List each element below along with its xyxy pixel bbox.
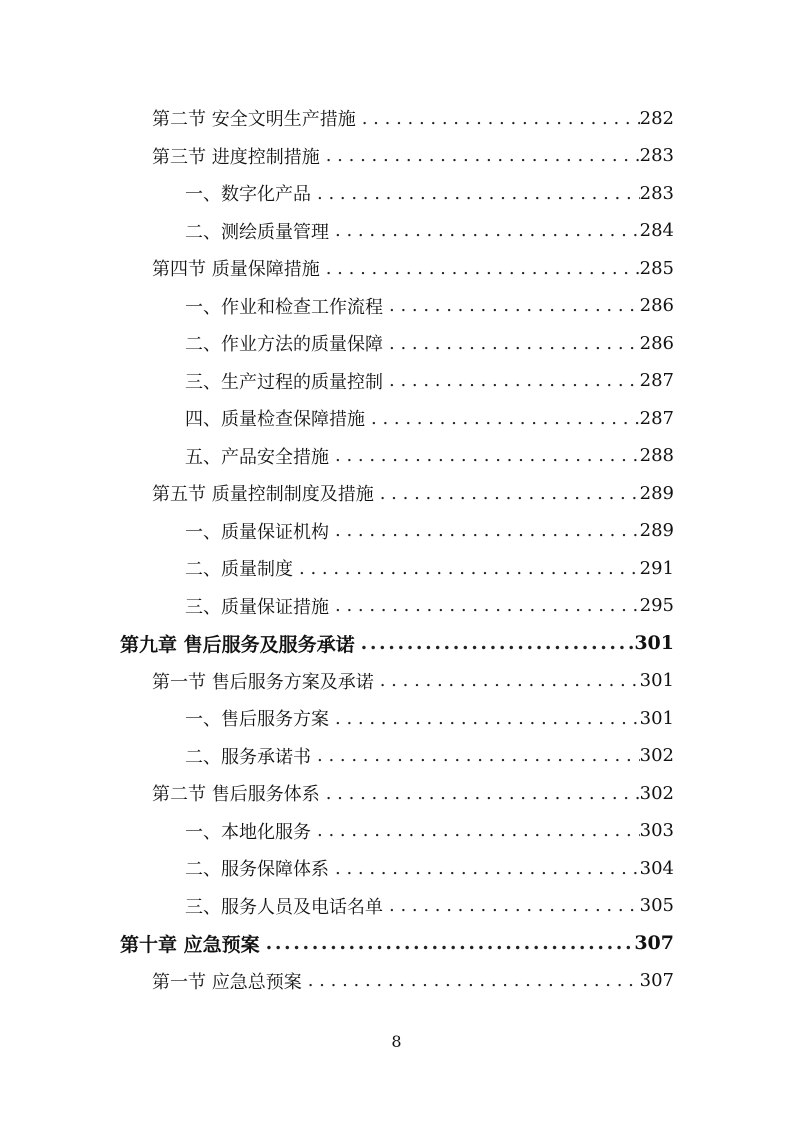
toc-section-entry[interactable] <box>152 141 674 171</box>
toc-entry-page: 302 <box>639 745 674 766</box>
toc-entry-page: 302 <box>639 782 674 804</box>
toc-leader-dots <box>331 708 640 729</box>
toc-chapter-entry[interactable] <box>120 628 674 658</box>
toc-entry-page: 284 <box>639 220 674 241</box>
toc-entry-page: 287 <box>639 370 674 391</box>
toc-subsection-entry[interactable] <box>185 816 674 846</box>
toc-section-entry[interactable] <box>152 778 674 808</box>
toc-leader-dots <box>358 108 640 129</box>
toc-entry-label: 二、质量制度 <box>185 559 293 580</box>
toc-entry-label: 第二节 安全文明生产措施 <box>152 109 356 130</box>
toc-leader-dots <box>385 370 640 391</box>
toc-entry-label: 一、质量保证机构 <box>185 521 329 543</box>
toc-section-entry[interactable] <box>152 966 674 996</box>
toc-section-entry[interactable] <box>152 666 674 696</box>
toc-entry-label: 第一节 售后服务方案及承诺 <box>152 671 374 693</box>
toc-entry-page: 301 <box>639 670 674 691</box>
toc-subsection-entry[interactable] <box>185 178 674 208</box>
toc-entry-page: 307 <box>639 970 674 991</box>
toc-entry-page: 283 <box>639 145 674 166</box>
toc-entry-label: 第二节 售后服务体系 <box>152 784 320 805</box>
toc-section-entry[interactable] <box>152 253 674 283</box>
toc-leader-dots <box>367 408 640 429</box>
toc-entry-label: 第九章 售后服务及服务承诺 <box>120 633 355 656</box>
toc-leader-dots <box>313 820 640 841</box>
toc-entry-label: 一、作业和检查工作流程 <box>185 296 383 318</box>
toc-leader-dots <box>357 632 635 654</box>
toc-leader-dots <box>385 895 640 916</box>
toc-entry-label: 五、产品安全措施 <box>185 446 329 468</box>
toc-entry-label: 第三节 进度控制措施 <box>152 146 320 168</box>
toc-subsection-entry[interactable] <box>185 891 674 921</box>
toc-section-entry[interactable] <box>152 478 674 508</box>
toc-leader-dots <box>385 333 640 354</box>
toc-entry-page: 287 <box>639 407 674 429</box>
toc-entry-page: 286 <box>639 295 674 316</box>
toc-section-entry[interactable] <box>152 103 674 133</box>
toc-entry-label: 一、数字化产品 <box>185 184 311 205</box>
toc-entry-label: 三、生产过程的质量控制 <box>185 371 383 393</box>
toc-entry-label: 二、服务承诺书 <box>185 746 311 768</box>
toc-leader-dots <box>331 520 640 541</box>
toc-leader-dots <box>331 595 640 616</box>
toc-subsection-entry[interactable] <box>185 328 674 358</box>
toc-leader-dots <box>331 445 640 466</box>
toc-entry-label: 三、质量保证措施 <box>185 596 329 618</box>
toc-entry-page: 288 <box>639 445 674 466</box>
toc-leader-dots <box>313 745 640 766</box>
toc-subsection-entry[interactable] <box>185 216 674 246</box>
toc-subsection-entry[interactable] <box>185 516 674 546</box>
toc-entry-page: 295 <box>639 595 674 616</box>
toc-entry-label: 二、作业方法的质量保障 <box>185 334 383 355</box>
toc-leader-dots <box>322 783 640 804</box>
toc-entry-label: 三、服务人员及电话名单 <box>185 896 383 918</box>
toc-leader-dots <box>262 932 635 954</box>
toc-entry-page: 289 <box>639 482 674 504</box>
toc-subsection-entry[interactable] <box>185 553 674 583</box>
toc-entry-page: 289 <box>639 520 674 541</box>
toc-entry-label: 第五节 质量控制制度及措施 <box>152 484 374 505</box>
toc-entry-label: 第四节 质量保障措施 <box>152 259 320 280</box>
toc-leader-dots <box>331 220 640 241</box>
toc-leader-dots <box>322 145 640 166</box>
toc-entry-page: 307 <box>634 932 674 954</box>
toc-entry-page: 286 <box>639 332 674 354</box>
toc-subsection-entry[interactable] <box>185 441 674 471</box>
toc-leader-dots <box>376 483 640 504</box>
toc-entry-page: 301 <box>639 707 674 729</box>
toc-subsection-entry[interactable] <box>185 741 674 771</box>
toc-entry-page: 285 <box>639 257 674 279</box>
toc-entry-label: 一、本地化服务 <box>185 821 311 843</box>
page-number: 8 <box>391 1032 402 1051</box>
toc-entry-page: 283 <box>639 182 674 204</box>
toc-entry-page: 291 <box>639 557 674 579</box>
toc-leader-dots <box>304 970 640 991</box>
toc-leader-dots <box>331 858 640 879</box>
toc-subsection-entry[interactable] <box>185 366 674 396</box>
toc-entry-label: 四、质量检查保障措施 <box>185 409 365 430</box>
toc-entry-page: 301 <box>634 632 674 654</box>
toc-entry-label: 一、售后服务方案 <box>185 709 329 730</box>
toc-leader-dots <box>313 183 640 204</box>
toc-subsection-entry[interactable] <box>185 291 674 321</box>
toc-entry-label: 第十章 应急预案 <box>120 933 260 956</box>
toc-subsection-entry[interactable] <box>185 853 674 883</box>
toc-entry-label: 二、服务保障体系 <box>185 859 329 880</box>
toc-subsection-entry[interactable] <box>185 703 674 733</box>
toc-leader-dots <box>295 558 640 579</box>
toc-entry-page: 303 <box>639 820 674 841</box>
toc-subsection-entry[interactable] <box>185 591 674 621</box>
toc-leader-dots <box>385 295 640 316</box>
toc-subsection-entry[interactable] <box>185 403 674 433</box>
toc-entry-label: 二、测绘质量管理 <box>185 221 329 243</box>
toc-leader-dots <box>376 670 640 691</box>
toc-leader-dots <box>322 258 640 279</box>
toc-chapter-entry[interactable] <box>120 928 674 958</box>
toc-entry-page: 282 <box>639 107 674 129</box>
toc-entry-label: 第一节 应急总预案 <box>152 971 302 993</box>
toc-entry-page: 305 <box>639 895 674 916</box>
toc-entry-page: 304 <box>639 857 674 879</box>
